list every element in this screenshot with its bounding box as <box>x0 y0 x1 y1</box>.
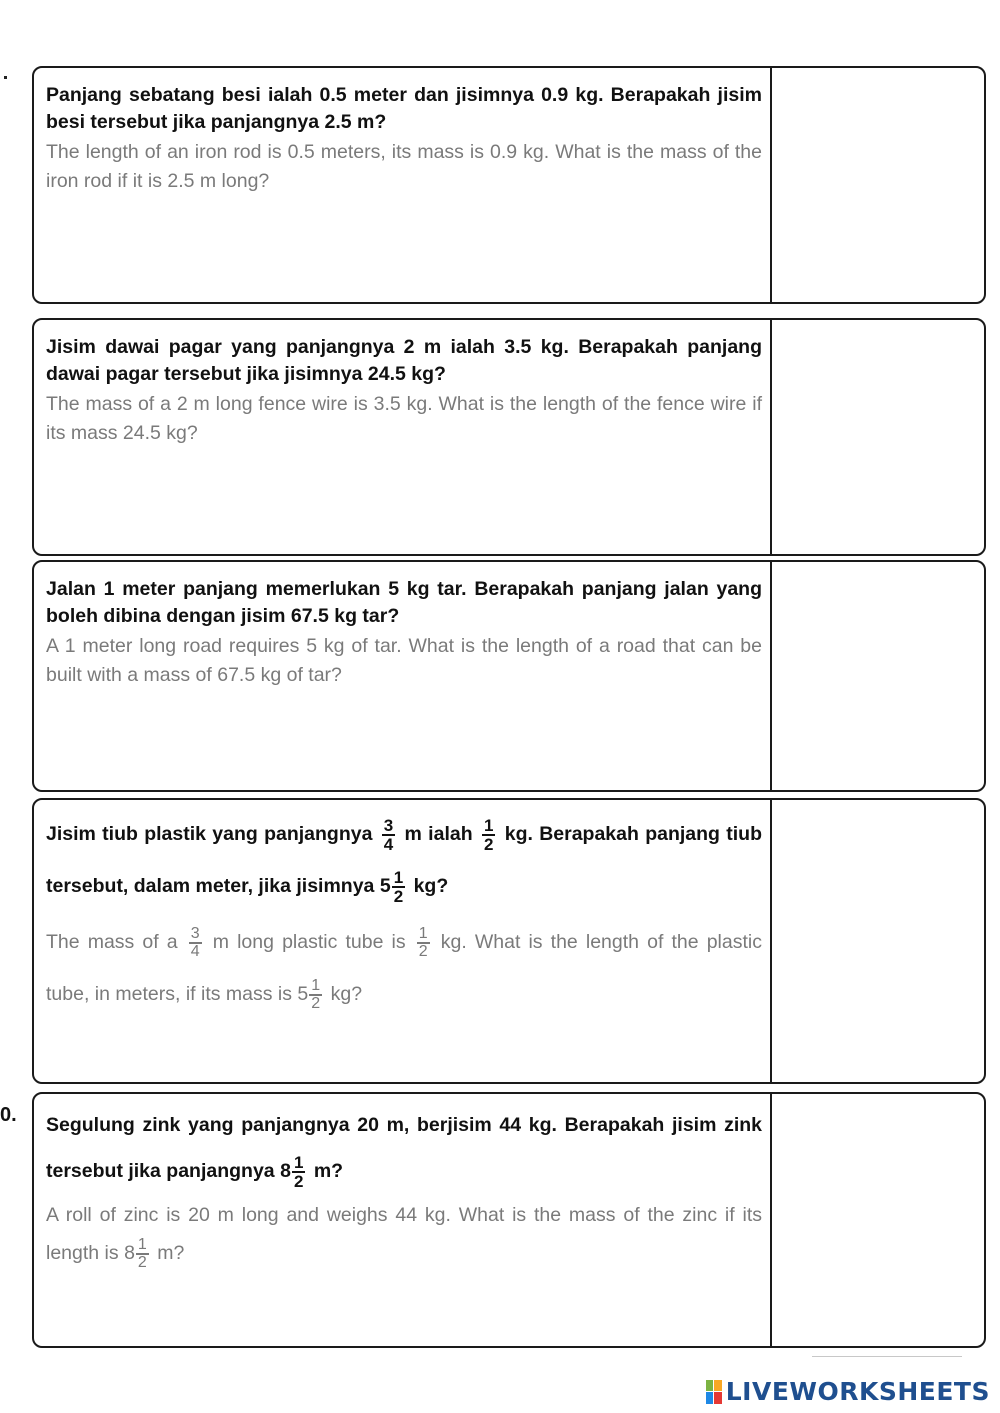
question-card-1 <box>32 66 986 304</box>
answer-box-1[interactable] <box>770 68 986 302</box>
edge-mark <box>4 76 7 79</box>
question-3-text <box>46 576 762 690</box>
answer-input-1[interactable] <box>782 168 976 204</box>
question-4-english-part-3: kg. What is the length of the plastic tube, in meters, if its mass is <box>46 931 762 1005</box>
question-5-malay-part-1: Segulung zink yang panjangnya 20 m, berjisim 44 kg. Berapakah jisim zink tersebut jika panjangnya <box>46 1114 762 1182</box>
question-4-english-part-2: m long plastic tube is <box>212 931 406 953</box>
question-2-english: The mass of a 2 m long fence wire is 3.5 kg. What is the length of the fence wire if its mass 24.5 kg? <box>46 393 762 444</box>
question-2-malay: Jisim dawai pagar yang panjangnya 2 m ialah 3.5 kg. Berapakah panjang dawai pagar tersebut jika jisimnya 24.5 kg? <box>46 336 762 385</box>
question-card-3 <box>32 560 986 792</box>
answer-box-4[interactable] <box>770 800 986 1082</box>
question-1-malay: Panjang sebatang besi ialah 0.5 meter dan jisimnya 0.9 kg. Berapakah jisim besi tersebut jika panjangnya 2.5 m? <box>46 84 762 133</box>
mixed-number: 5 $\frac{1}{2}$ <box>379 867 404 906</box>
question-5-english-part-2: m? <box>157 1242 185 1264</box>
answer-input-4[interactable] <box>782 924 976 960</box>
liveworksheets-logo-icon <box>706 1380 722 1404</box>
question-4-malay-part-1: Jisim tiub plastik yang panjangnya <box>46 823 373 845</box>
question-1-english: The length of an iron rod is 0.5 meters, its mass is 0.9 kg. What is the mass of the iron rod if it is 2.5 m long? <box>46 141 762 192</box>
mixed-number: 5 $\frac{1}{2}$ <box>297 976 321 1012</box>
fraction-three-quarters: $\frac{3}{4}$ <box>383 815 394 854</box>
question-5-english-part-1: A roll of zinc is 20 m long and weighs 44 kg. What is the mass of the zinc if its length is <box>46 1204 762 1264</box>
stray-question-number: 0. <box>0 1104 17 1126</box>
footer-divider <box>812 1356 962 1357</box>
mixed-number: 8 $\frac{1}{2}$ <box>280 1152 304 1191</box>
answer-input-3[interactable] <box>782 659 976 695</box>
question-5-english <box>46 1196 762 1272</box>
question-2-text <box>46 334 762 448</box>
question-5-text <box>46 1102 762 1272</box>
question-4-malay-part-2: m ialah <box>404 823 473 845</box>
question-card-5 <box>32 1092 986 1348</box>
answer-input-5[interactable] <box>782 1203 976 1239</box>
question-4-malay-part-4: kg? <box>413 875 449 897</box>
mixed-number: 8 $\frac{1}{2}$ <box>124 1235 147 1271</box>
question-1-text <box>46 82 762 196</box>
question-card-4 <box>32 798 986 1084</box>
answer-input-2[interactable] <box>782 420 976 456</box>
question-4-malay-part-3: kg. Berapakah panjang tiub tersebut, dalam meter, jika jisimnya <box>46 823 763 897</box>
question-4-english <box>46 916 762 1020</box>
fraction-three-quarters: $\frac{3}{4}$ <box>190 924 200 960</box>
answer-box-2[interactable] <box>770 320 986 554</box>
answer-box-5[interactable] <box>770 1094 986 1346</box>
question-3-english: A 1 meter long road requires 5 kg of tar. What is the length of a road that can be built with a mass of 67.5 kg of tar? <box>46 635 762 686</box>
question-5-malay <box>46 1102 762 1194</box>
question-4-english-part-1: The mass of a <box>46 931 178 953</box>
question-5-malay-part-2: m? <box>313 1160 344 1182</box>
answer-box-3[interactable] <box>770 562 986 790</box>
question-3-malay: Jalan 1 meter panjang memerlukan 5 kg tar. Berapakah panjang jalan yang boleh dibina dengan jisim 67.5 kg tar? <box>46 578 762 627</box>
liveworksheets-wordmark: LIVEWORKSHEETS <box>725 1377 990 1406</box>
question-4-malay <box>46 808 762 912</box>
question-card-2 <box>32 318 986 556</box>
question-4-text <box>46 808 762 1020</box>
question-4-english-part-4: kg? <box>330 983 363 1005</box>
liveworksheets-brand[interactable] <box>706 1377 990 1406</box>
fraction-one-half: $\frac{1}{2}$ <box>483 815 494 854</box>
fraction-one-half: $\frac{1}{2}$ <box>418 924 428 960</box>
